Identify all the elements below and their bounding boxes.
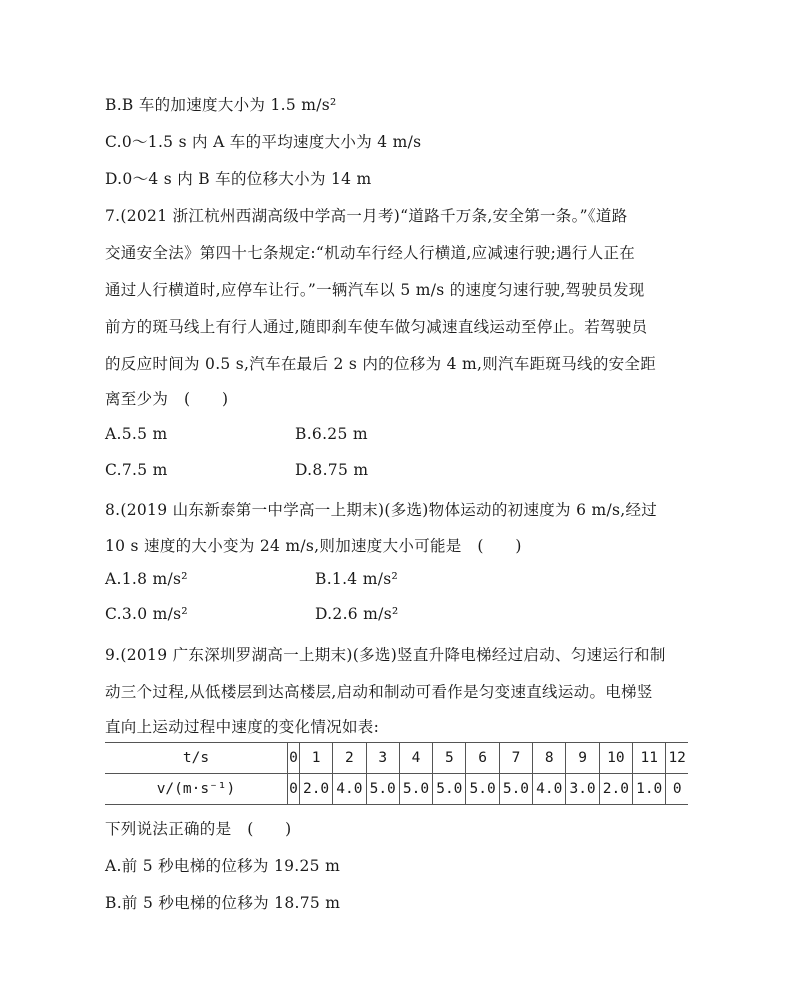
velocity-cell: 1.0 xyxy=(633,774,666,805)
option-d-line: D.0～4 s 内 B 车的位移大小为 14 m xyxy=(105,170,372,188)
time-cell: 0 xyxy=(288,743,300,774)
velocity-cell: 5.0 xyxy=(433,774,466,805)
table-row-time xyxy=(105,743,688,774)
velocity-cell: 5.0 xyxy=(499,774,532,805)
time-header: t/s xyxy=(105,743,288,774)
time-cell: 2 xyxy=(333,743,366,774)
velocity-cell: 2.0 xyxy=(299,774,332,805)
time-cell: 4 xyxy=(399,743,432,774)
time-cell: 11 xyxy=(633,743,666,774)
option-c-line: C.0～1.5 s 内 A 车的平均速度大小为 4 m/s xyxy=(105,133,422,151)
q7-option-b: B.6.25 m xyxy=(295,425,368,443)
q7-text-3: 通过人行横道时,应停车让行。”一辆汽车以 5 m/s 的速度匀速行驶,驾驶员发现 xyxy=(105,281,645,299)
q9-option-b: B.前 5 秒电梯的位移为 18.75 m xyxy=(105,894,341,912)
q9-text-4: 下列说法正确的是 ( ) xyxy=(105,820,292,838)
q8-option-d: D.2.6 m/s² xyxy=(315,605,399,623)
q7-text-2: 交通安全法》第四十七条规定:“机动车行经人行横道,应减速行驶;遇行人正在 xyxy=(105,244,636,262)
q8-option-b: B.1.4 m/s² xyxy=(315,570,398,588)
velocity-cell: 5.0 xyxy=(399,774,432,805)
q7-text-4: 前方的斑马线上有行人通过,随即刹车使车做匀减速直线运动至停止。若驾驶员 xyxy=(105,318,648,336)
q8-option-a: A.1.8 m/s² xyxy=(105,570,188,588)
velocity-cell: 0 xyxy=(288,774,300,805)
velocity-cell: 5.0 xyxy=(466,774,499,805)
time-cell: 7 xyxy=(499,743,532,774)
time-cell: 9 xyxy=(566,743,599,774)
velocity-header: v/(m·s⁻¹) xyxy=(105,774,288,805)
q8-option-c: C.3.0 m/s² xyxy=(105,605,188,623)
time-cell: 3 xyxy=(366,743,399,774)
velocity-cell: 4.0 xyxy=(533,774,566,805)
time-cell: 1 xyxy=(299,743,332,774)
q9-text-2: 动三个过程,从低楼层到达高楼层,启动和制动可看作是匀变速直线运动。电梯竖 xyxy=(105,683,653,701)
time-cell: 6 xyxy=(466,743,499,774)
velocity-cell: 5.0 xyxy=(366,774,399,805)
q8-text-1: 8.(2019 山东新泰第一中学高一上期末)(多选)物体运动的初速度为 6 m/s,经过 xyxy=(105,501,658,519)
q7-text-5: 的反应时间为 0.5 s,汽车在最后 2 s 内的位移为 4 m,则汽车距斑马线的安全距 xyxy=(105,355,657,373)
velocity-cell: 0 xyxy=(666,774,688,805)
velocity-table xyxy=(105,742,688,805)
q7-option-d: D.8.75 m xyxy=(295,461,369,479)
velocity-cell: 4.0 xyxy=(333,774,366,805)
q7-option-c: C.7.5 m xyxy=(105,461,168,479)
option-b-line: B.B 车的加速度大小为 1.5 m/s² xyxy=(105,96,337,114)
q9-text-3: 直向上运动过程中速度的变化情况如表: xyxy=(105,718,380,736)
time-cell: 8 xyxy=(533,743,566,774)
table-row-velocity xyxy=(105,774,688,805)
q9-option-a: A.前 5 秒电梯的位移为 19.25 m xyxy=(105,857,341,875)
time-cell: 12 xyxy=(666,743,688,774)
q7-text-6: 离至少为 ( ) xyxy=(105,390,229,408)
q8-text-2: 10 s 速度的大小变为 24 m/s,则加速度大小可能是 ( ) xyxy=(105,537,522,555)
time-cell: 5 xyxy=(433,743,466,774)
time-cell: 10 xyxy=(599,743,632,774)
q7-text-1: 7.(2021 浙江杭州西湖高级中学高一月考)“道路千万条,安全第一条。”《道路 xyxy=(105,207,628,225)
q7-option-a: A.5.5 m xyxy=(105,425,168,443)
velocity-cell: 3.0 xyxy=(566,774,599,805)
q9-text-1: 9.(2019 广东深圳罗湖高一上期末)(多选)竖直升降电梯经过启动、匀速运行和制 xyxy=(105,646,666,664)
velocity-cell: 2.0 xyxy=(599,774,632,805)
